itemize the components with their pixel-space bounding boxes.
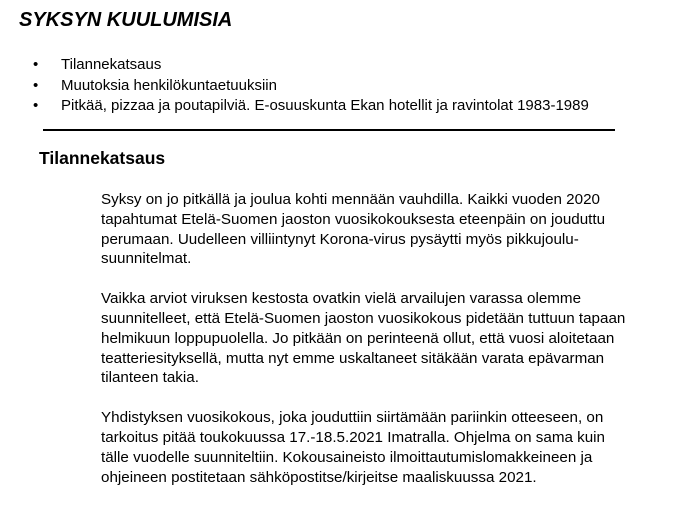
paragraph-line: ohjeineen postitetaan sähköpostitse/kirjeitse maaliskuussa 2021. (101, 468, 537, 486)
paragraph-line: tilanteen takia. (101, 369, 199, 387)
table-of-contents (30, 55, 589, 117)
section-body (101, 190, 671, 507)
bullet-icon: • (33, 76, 39, 94)
paragraph-line: Vaikka arviot viruksen kestosta ovatkin vielä arvailujen varassa olemme (101, 290, 582, 308)
toc-item-label: Tilannekatsaus (61, 56, 162, 73)
paragraph-line: perumaan. Uudelleen villiintynyt Korona-virus pysäytti myös pikkujoulu- (101, 230, 579, 248)
toc-item (30, 96, 589, 117)
section-divider (43, 129, 615, 131)
paragraph-line: suunnitelmat. (101, 250, 192, 268)
paragraph-line: Yhdistyksen vuosikokous, joka jouduttiin siirtämään pariinkin otteeseen, on (101, 409, 604, 427)
paragraph (101, 289, 671, 388)
paragraph-line: suunnitelleet, että Etelä-Suomen jaoston vuosikokous pidetään tuttuun tapaan (101, 309, 626, 327)
paragraph-line: tälle vuodelle suunniteltiin. Kokousaineisto ilmoittautumislomakkeineen ja (101, 448, 593, 466)
section-heading: Tilannekatsaus (39, 148, 166, 168)
paragraph (101, 190, 671, 269)
toc-item-label: Muutoksia henkilökuntaetuuksiin (61, 76, 277, 94)
paragraph-line: tarkoitus pitää toukokuussa 17.-18.5.2021 Imatralla. Ohjelma on sama kuin (101, 428, 605, 446)
paragraph-line: helmikuun loppupuolella. Jo pitkään on perinteenä ollut, että vuosi aloitetaan (101, 329, 615, 347)
toc-item (30, 55, 589, 76)
toc-item (30, 76, 589, 97)
paragraph (101, 408, 671, 487)
paragraph-line: Syksy on jo pitkällä ja joulua kohti mennään vauhdilla. Kaikki vuoden 2020 (101, 191, 600, 208)
paragraph-line: teatteriesityksellä, mutta nyt emme uskaltaneet sitäkään varata epävarman (101, 349, 605, 367)
document-title: SYKSYN KUULUMISIA (19, 9, 233, 31)
paragraph-line: tapahtumat Etelä-Suomen jaoston vuosikokouksesta eteenpäin on jouduttu (101, 210, 606, 228)
bullet-icon: • (33, 56, 39, 73)
toc-item-label: Pitkää, pizzaa ja poutapilviä. E-osuuskunta Ekan hotellit ja ravintolat 1983-1989 (61, 97, 589, 114)
bullet-icon: • (33, 97, 39, 114)
